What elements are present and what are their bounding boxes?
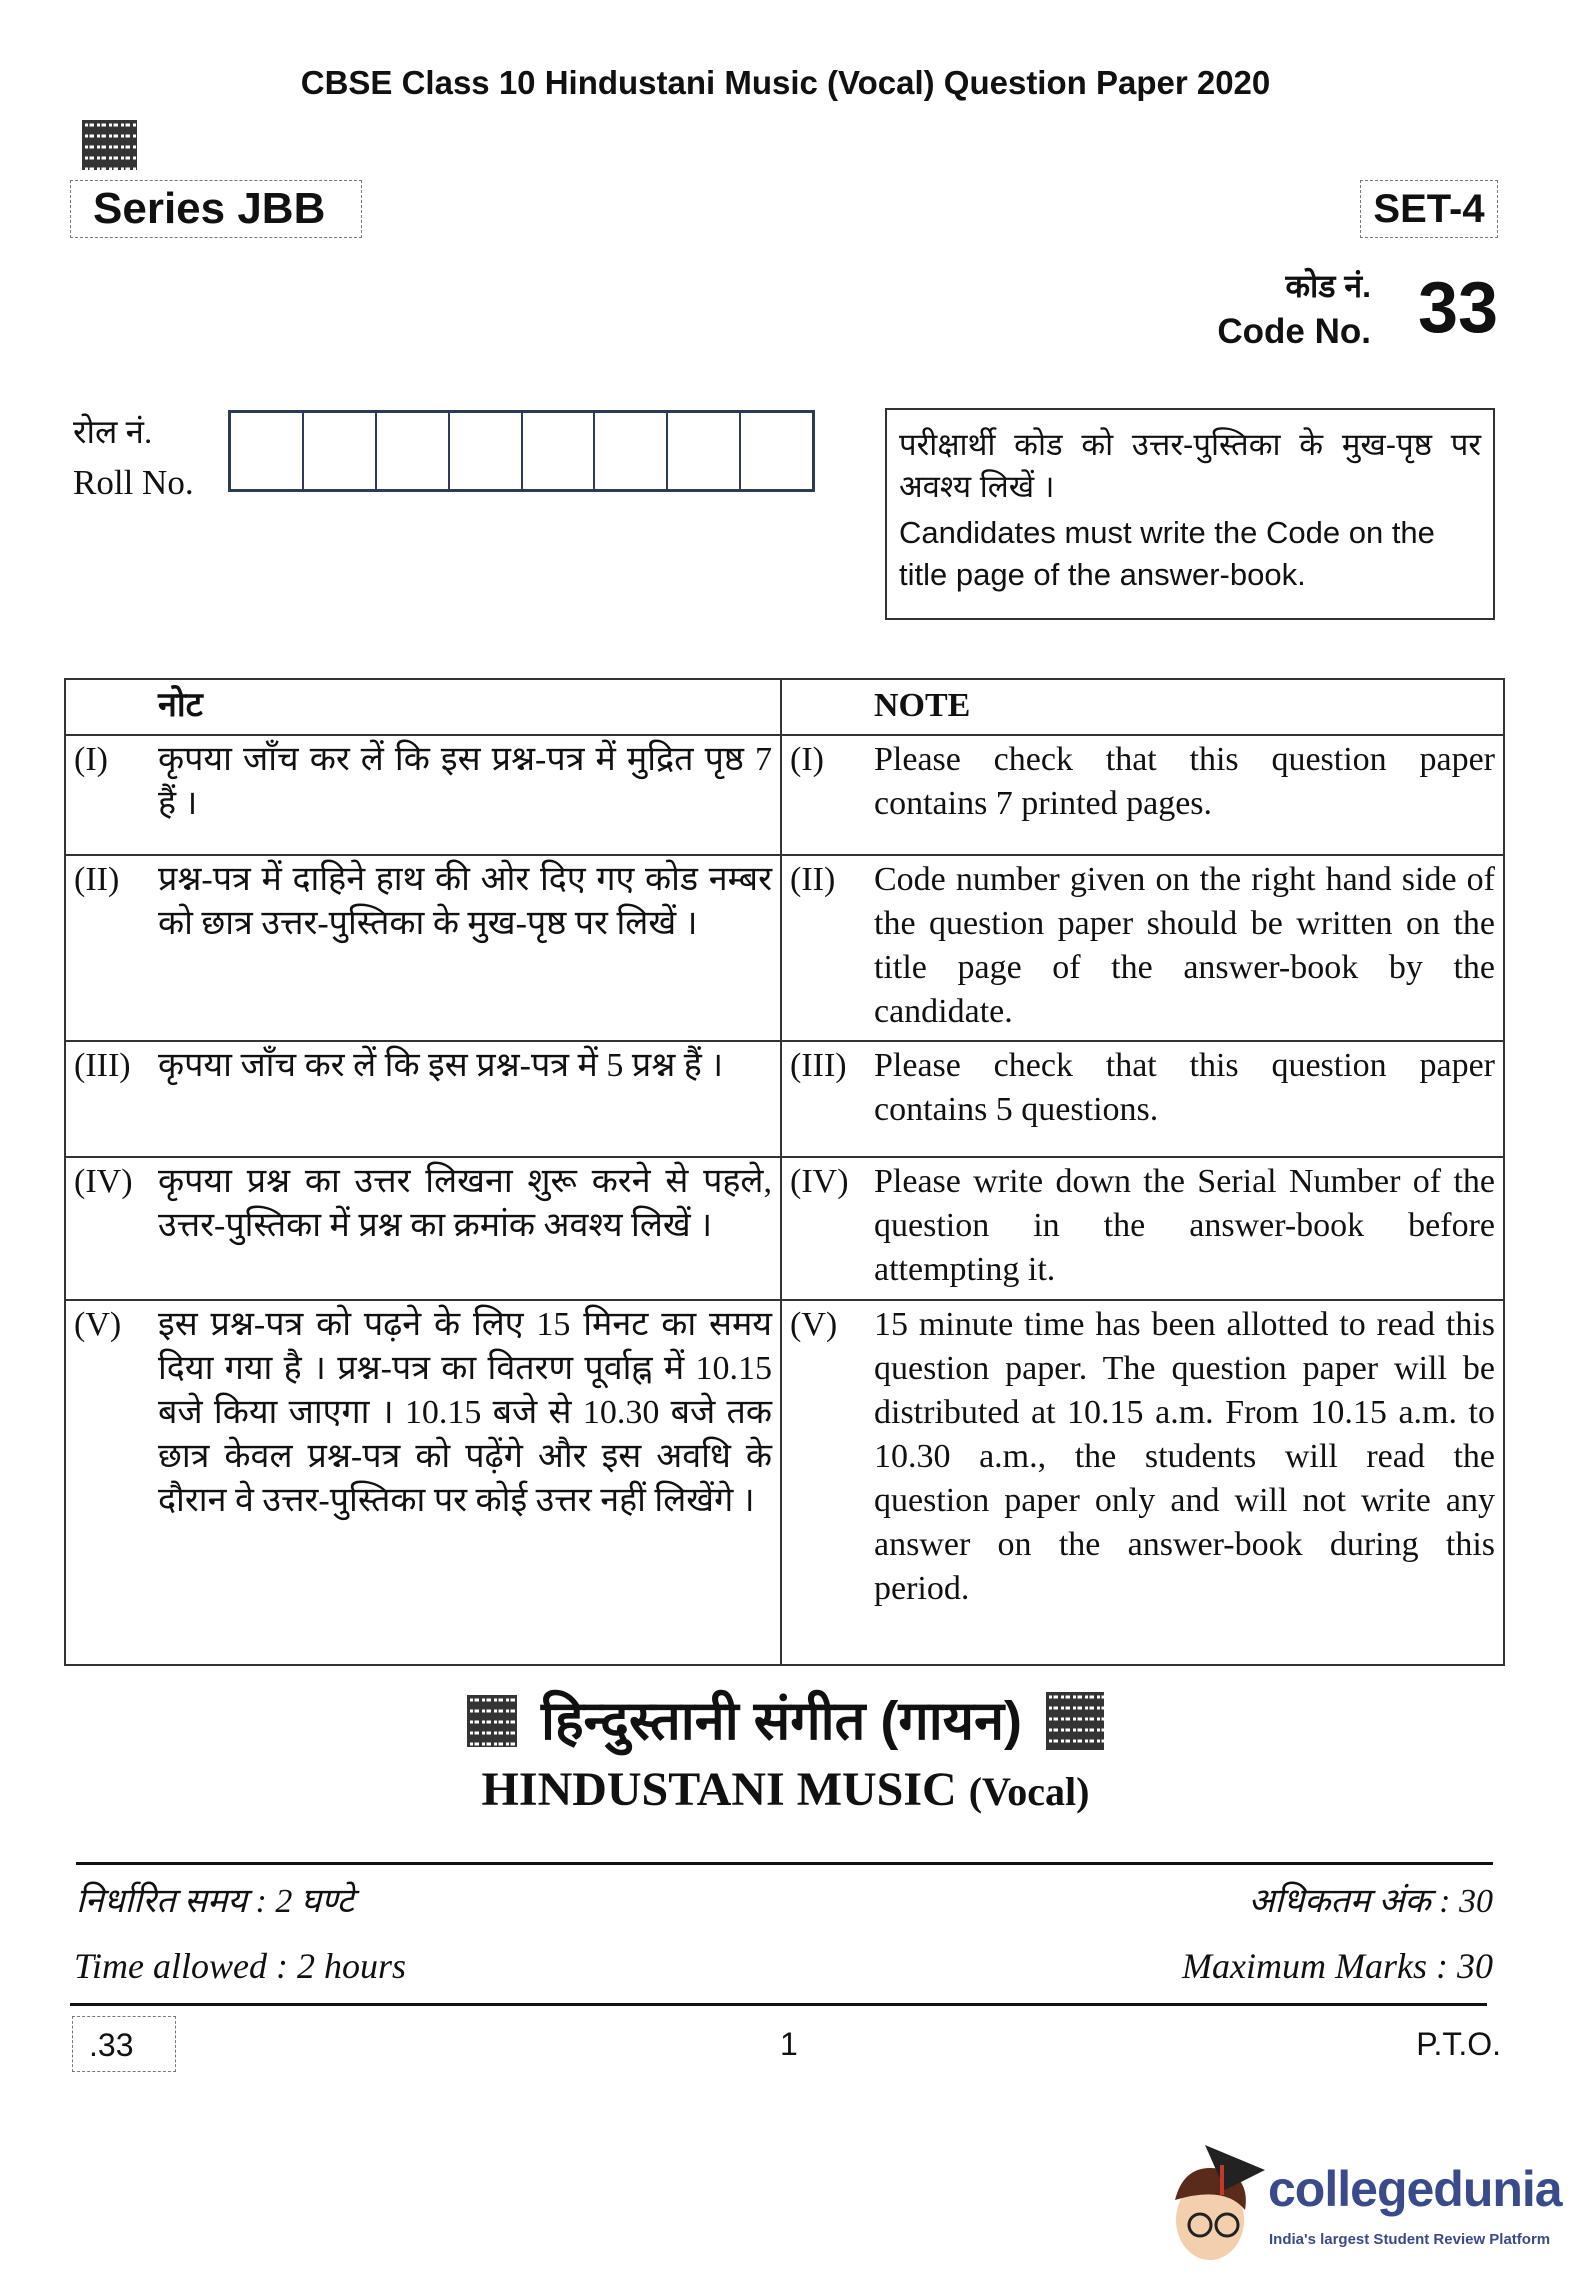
set-label: SET-4 (1360, 180, 1498, 238)
divider (70, 2003, 1487, 2006)
subject-en: HINDUSTANI MUSIC (481, 1763, 957, 1816)
qr-code-icon (467, 1695, 517, 1747)
note-en: Please check that this question paper contains 7 printed pages. (874, 741, 1495, 822)
note-num: (III) (74, 1047, 131, 1084)
code-value: 33 (1418, 268, 1499, 348)
series-label: Series JBB (70, 180, 362, 238)
collegedunia-logo (1165, 2140, 1571, 2265)
notes-table (64, 678, 1505, 1666)
logo-tagline: India's largest Student Review Platform (1269, 2231, 1551, 2248)
note-hi: कृपया जाँच कर लें कि इस प्रश्न-पत्र में मुद्रित पृष्ठ 7 हैं । (158, 741, 772, 822)
note-hi: प्रश्न-पत्र में दाहिने हाथ की ओर दिए गए कोड नम्बर को छात्र उत्तर-पुस्तिका के मुख-पृष्ठ पर लिखें । (158, 861, 772, 942)
logo-name: collegedunia (1268, 2161, 1562, 2217)
instruction-hi: परीक्षार्थी कोड को उत्तर-पुस्तिका के मुख-पृष्ठ पर अवश्य लिखें । (899, 427, 1481, 504)
document-title: CBSE Class 10 Hindustani Music (Vocal) Question Paper 2020 (300, 64, 1271, 101)
notes-header-hi: नोट (65, 679, 781, 735)
subject-title-row (0, 1686, 1571, 1756)
subject-title-hi: हिन्दुस्तानी संगीत (गायन) (540, 1691, 1023, 1751)
note-num: (V) (790, 1306, 838, 1343)
code-instruction-box (885, 408, 1495, 620)
note-num: (V) (74, 1306, 122, 1343)
qr-code-icon (82, 120, 137, 170)
time-en: Time allowed : 2 hours (74, 1946, 407, 1986)
code-label-hi: कोड नं. (1285, 268, 1371, 304)
note-hi: कृपया प्रश्न का उत्तर लिखना शुरू करने से पहले, उत्तर-पुस्तिका में प्रश्न का क्रमांक अवश्य लिखें । (158, 1163, 772, 1244)
note-hi: इस प्रश्न-पत्र को पढ़ने के लिए 15 मिनट का समय दिया गया है । प्रश्न-पत्र का वितरण पूर्वाह्न में 10.15 बजे किया जाएगा । 10.15 बजे से 10.30 बजे तक छात्र केवल प्रश्न-पत्र को पढ़ेंगे और इस अवधि के दौरान वे उत्तर-पुस्तिका पर कोई उत्तर नहीं लिखेंगे । (158, 1306, 772, 1519)
note-row (65, 1300, 1504, 1665)
note-num: (IV) (74, 1163, 133, 1200)
note-en: Code number given on the right hand side of the question paper should be written on the title page of the answer-book by the candidate. (874, 861, 1495, 1030)
instruction-en: Candidates must write the Code on the title page of the answer-book. (899, 515, 1435, 592)
note-num: (II) (790, 861, 836, 898)
note-num: (III) (790, 1047, 847, 1084)
note-row (65, 1041, 1504, 1157)
divider (76, 1862, 1493, 1865)
note-num: (IV) (790, 1163, 849, 1200)
roll-label-hi: रोल नं. (73, 415, 153, 451)
note-hi: कृपया जाँच कर लें कि इस प्रश्न-पत्र में 5 प्रश्न हैं । (158, 1047, 724, 1084)
note-en: Please check that this question paper contains 5 questions. (874, 1047, 1495, 1128)
mascot-icon (1165, 2140, 1265, 2265)
roll-label-en: Roll No. (73, 463, 194, 502)
note-en: Please write down the Serial Number of the question in the answer-book before attempting it. (874, 1163, 1495, 1288)
note-num: (I) (790, 741, 824, 778)
footer-code: .33 (72, 2016, 176, 2072)
time-hi: निर्धारित समय : 2 घण्टे (76, 1883, 354, 1920)
roll-number-boxes[interactable] (228, 410, 815, 492)
pto-label: P.T.O. (1416, 2026, 1501, 2062)
qr-code-icon (1046, 1692, 1104, 1750)
marks-en: Maximum Marks : 30 (1182, 1946, 1493, 1986)
note-row (65, 735, 1504, 855)
note-num: (I) (74, 741, 108, 778)
subject-en-sub: (Vocal) (968, 1769, 1090, 1814)
page-number: 1 (780, 2026, 798, 2062)
note-en: 15 minute time has been allotted to read this question paper. The question paper will be distributed at 10.15 a.m. From 10.15 a.m. to 10.30 a.m., the students will read the question paper only and will not write any answer on the answer-book during this period. (874, 1306, 1495, 1607)
marks-hi: अधिकतम अंक : 30 (1248, 1883, 1493, 1920)
note-row (65, 855, 1504, 1041)
notes-header-en: NOTE (781, 679, 1504, 735)
subject-title-en (0, 1760, 1571, 1822)
code-label-en: Code No. (1217, 312, 1371, 351)
note-row (65, 1157, 1504, 1300)
note-num: (II) (74, 861, 120, 898)
